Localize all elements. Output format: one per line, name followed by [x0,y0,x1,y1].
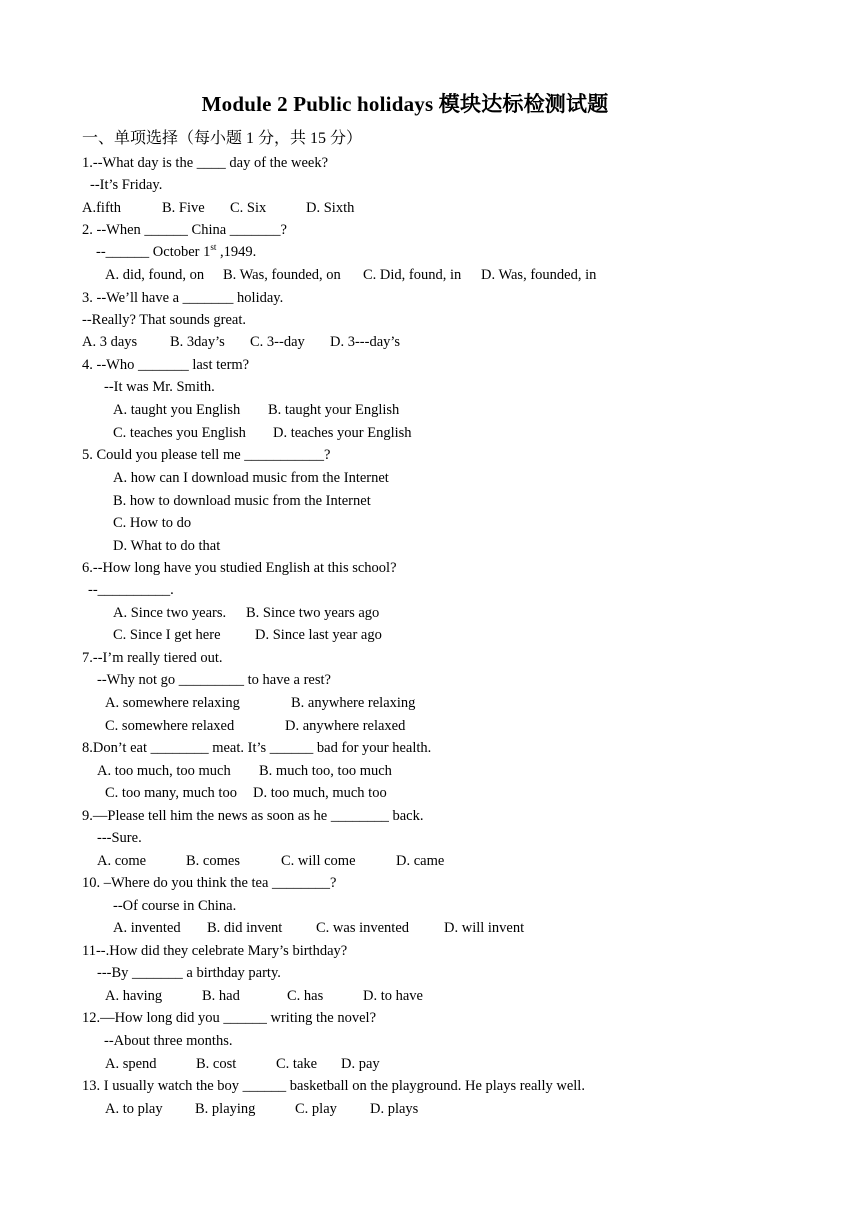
option-c: C. take [276,1056,318,1072]
question-13-stem: 13. I usually watch the boy ______ basketball on the playground. He plays really well. [82,1078,585,1094]
option-d: D. Since last year ago [255,627,382,643]
question-5-option-b: B. how to download music from the Internet [113,493,371,509]
question-2-answer [96,243,256,261]
option-d: D. teaches your English [273,425,412,441]
question-6-stem: 6.--How long have you studied English at this school? [82,560,397,576]
page-title: Module 2 Public holidays 模块达标检测试题 [201,92,609,116]
option-c: C. too many, much too [105,785,237,801]
question-2-stem: 2. --When ______ China _______? [82,222,287,238]
option-a: A. come [97,853,147,869]
option-b: B. cost [196,1056,237,1072]
option-a: A. spend [105,1056,157,1072]
option-d: D. anywhere relaxed [285,718,406,734]
option-b: B. had [202,988,240,1004]
option-a: A. taught you English [113,402,241,418]
option-b: B. playing [195,1101,256,1117]
option-b: B. much too, too much [259,763,392,779]
answer-text: --______ October 1 [96,244,211,260]
section-heading: 一、单项选择（每小题 1 分，共 15 分） [82,130,363,147]
option-a: A. to play [105,1101,163,1117]
question-10-stem: 10. –Where do you think the tea ________? [82,875,337,891]
option-d: D. Was, founded, in [481,267,597,283]
option-b: B. taught your English [268,402,400,418]
option-d: D. Sixth [306,200,355,216]
option-d: D. to have [363,988,423,1004]
option-a: A.fifth [82,200,122,216]
option-b: B. Was, founded, on [223,267,341,283]
question-3-stem: 3. --We’ll have a _______ holiday. [82,290,284,306]
question-5-option-c: C. How to do [113,515,192,531]
question-5-option-d: D. What to do that [113,538,221,554]
option-c: C. 3--day [250,334,305,350]
option-a: A. did, found, on [105,267,205,283]
question-6-answer: --__________. [88,582,174,598]
option-b: B. comes [186,853,240,869]
option-b: B. Five [162,200,205,216]
option-b: B. 3day’s [170,334,225,350]
option-a: A. somewhere relaxing [105,695,240,711]
question-1-stem: 1.--What day is the ____ day of the week? [82,155,329,171]
question-7-stem: 7.--I’m really tiered out. [82,650,223,666]
question-5-option-a: A. how can I download music from the Internet [113,470,389,486]
option-d: D. plays [370,1101,419,1117]
option-a: A. having [105,988,163,1004]
option-d: D. came [396,853,445,869]
question-9-stem: 9.—Please tell him the news as soon as he ________ back. [82,808,424,824]
option-b: B. Since two years ago [246,605,380,621]
superscript: st [210,242,217,252]
option-c: C. play [295,1101,337,1117]
question-8-stem: 8.Don’t eat ________ meat. It’s ______ bad for your health. [82,740,432,756]
question-11-stem: 11--.How did they celebrate Mary’s birthday? [82,943,348,959]
option-d: D. too much, much too [253,785,387,801]
option-c: C. Since I get here [113,627,221,643]
option-b: B. anywhere relaxing [291,695,416,711]
option-c: C. was invented [316,920,410,936]
option-c: C. Did, found, in [363,267,462,283]
option-d: D. will invent [444,920,525,936]
option-a: A. too much, too much [97,763,231,779]
option-d: D. 3---day’s [330,334,401,350]
option-a: A. Since two years. [113,605,227,621]
answer-year: ,1949. [216,244,257,260]
option-c: C. has [287,988,324,1004]
option-c: C. Six [230,200,267,216]
question-4-stem: 4. --Who _______ last term? [82,357,250,373]
option-c: C. will come [281,853,356,869]
question-11-answer: ---By _______ a birthday party. [97,965,281,981]
question-9-answer: ---Sure. [97,830,142,846]
question-10-answer: --Of course in China. [113,898,237,914]
option-a: A. invented [113,920,181,936]
question-7-answer: --Why not go _________ to have a rest? [97,672,331,688]
question-1-answer: --It’s Friday. [90,177,163,193]
question-3-answer: --Really? That sounds great. [82,312,247,328]
question-12-stem: 12.—How long did you ______ writing the novel? [82,1010,377,1026]
question-12-answer: --About three months. [104,1033,233,1049]
option-a: A. 3 days [82,334,138,350]
question-4-answer: --It was Mr. Smith. [104,379,215,395]
option-c: C. somewhere relaxed [105,718,235,734]
option-d: D. pay [341,1056,380,1072]
option-c: C. teaches you English [113,425,246,441]
question-5-stem: 5. Could you please tell me ___________? [82,447,331,463]
option-b: B. did invent [207,920,283,936]
